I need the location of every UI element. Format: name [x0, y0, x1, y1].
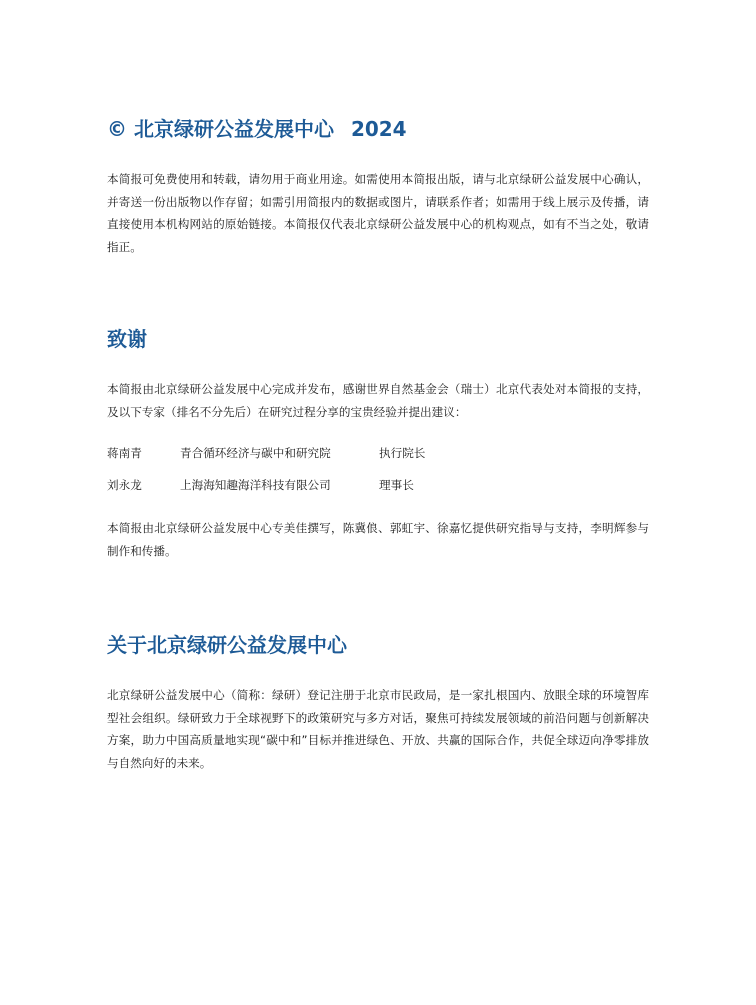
expert-role: 执行院长	[379, 446, 426, 460]
expert-name: 刘永龙	[107, 478, 142, 492]
acknowledgements-heading: 致谢	[107, 327, 147, 351]
about-text: 北京绿研公益发展中心（简称：绿研）登记注册于北京市民政局，是一家扎根国内、放眼全球的环境智库型社会组织。绿研致力于全球视野下的政策研究与多方对话，聚焦可持续发展领域的前沿问题与创新解决方案，助力中国高质量地实现“碳中和”目标并推进绿色、开放、共赢的国际合作，共促全球迈向净零排放与自然向好的未来。	[107, 688, 649, 770]
copyright-year: 2024	[350, 117, 407, 141]
acknowledgements-credits: 本简报由北京绿研公益发展中心专美佳撰写，陈冀俍、郭虹宇、徐嘉忆提供研究指导与支持，李明辉参与制作和传播。	[107, 521, 649, 558]
copyright-symbol: ©	[107, 117, 127, 141]
expert-org: 上海海知趣海洋科技有限公司	[180, 478, 331, 492]
copyright-heading	[107, 115, 407, 143]
expert-name: 蒋南青	[107, 446, 142, 460]
about-heading: 关于北京绿研公益发展中心	[107, 633, 347, 657]
acknowledgements-intro: 本简报由北京绿研公益发展中心完成并发布，感谢世界自然基金会（瑞士）北京代表处对本简报的支持，及以下专家（排名不分先后）在研究过程分享的宝贵经验并提出建议：	[107, 382, 649, 419]
expert-org: 青合循环经济与碳中和研究院	[180, 446, 331, 460]
expert-row	[107, 474, 649, 496]
expert-row	[107, 442, 649, 464]
expert-role: 理事长	[379, 478, 414, 492]
copyright-org: 北京绿研公益发展中心	[133, 117, 334, 141]
copyright-notice: 本简报可免费使用和转载，请勿用于商业用途。如需使用本简报出版，请与北京绿研公益发展中心确认，并寄送一份出版物以作存留；如需引用简报内的数据或图片，请联系作者；如需用于线上展示及传播，请直接使用本机构网站的原始链接。本简报仅代表北京绿研公益发展中心的机构观点，如有不当之处，敬请指正。	[107, 172, 649, 254]
